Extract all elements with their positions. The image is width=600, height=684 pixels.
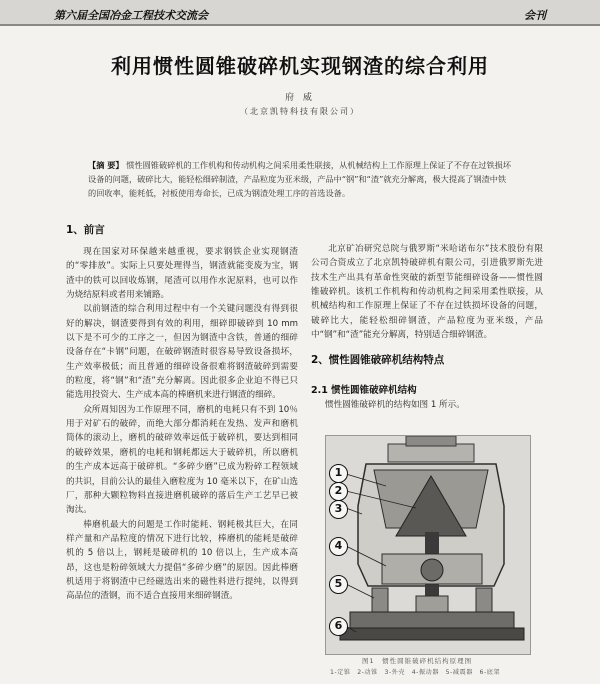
section-2-1-text-block [325, 398, 545, 412]
section-1-paragraph-2: 以前钢渣的综合利用过程中有一个关键问题没有得到很好的解决，钢渣要得到有效的利用，细碎即破碎到 10 mm 以下是不可少的工序之一，但因为钢渣中含铁，普通的细碎设备存在“卡钢”问题，在破碎钢渣时很容易导致设备损坏，生产效率极低；而且普通的细碎设备很难将钢渣破碎到需要的粒度，将“钢”和“渣”充分解离。因此很多企业迫不得已只能选用投资大、生产成本高的棒磨机来进行钢渣的细碎。 [66, 304, 298, 401]
abstract-label: 【摘 要】 [88, 160, 124, 170]
abstract [88, 158, 514, 200]
article-author: 府 威 [285, 93, 315, 103]
section-1-paragraph-3: 众所周知因为工作原理不同，磨机的电耗只有不到 10％用于对矿石的破碎，而绝大部分都消耗在发热、发声和磨机筒体的滚动上，磨机的破碎效率远低于破碎机，要达到相同的破碎效果，磨机的电耗和钢耗都远大于破碎机，所以磨机的生产成本远高于破碎机。“多碎少磨”已成为粉碎工程领域的共识，目前公认的最佳入磨粒度为 10 毫米以下，在矿山选厂，那种大颗粒物料直接进磨机破碎的落后生产工艺早已被淘汰。 [66, 404, 298, 516]
journal-name: 第六届全国冶金工程技术交流会 [54, 9, 208, 22]
figure-label-6: 6 [329, 617, 348, 636]
article-title: 利用惯性圆锥破碎机实现钢渣的综合利用 [111, 54, 489, 78]
section-2-1-text: 惯性圆锥破碎机的结构如图 1 所示。 [325, 400, 465, 410]
right-column-intro [311, 242, 543, 342]
left-column [66, 245, 298, 604]
right-paragraph-1: 北京矿冶研究总院与俄罗斯“米哈诺布尔”技术股份有限公司合资成立了北京凯特破碎机有限公司，引进俄罗斯先进技术生产出具有革命性突破的新型节能细碎设备——惯性圆锥破碎机。该机工作机构和传动机构之间采用柔性联接，从机械结构和工作原理上保证了不存在过铁损坏设备的问题，破碎比大，能轻松细碎钢渣，产品粒度为亚米级，产品中“钢”和“渣”能充分解离，特别适合细碎钢渣。 [311, 244, 543, 341]
section-1-heading: 1、前言 [66, 224, 105, 236]
article-affiliation: （北京凯特科技有限公司） [240, 107, 360, 116]
figure-label-1: 1 [329, 464, 348, 483]
figure-label-2: 2 [329, 482, 348, 501]
figure-caption: 图1 惯性圆锥破碎机结构原理图 [362, 657, 473, 665]
section-1-paragraph-1: 现在国家对环保越来越重视，要求钢铁企业实现钢渣的“零排放”。实际上只要处理得当，钢渣就能变废为宝，钢渣中的铁可以回收炼钢，尾渣可以用作水泥原料，也可以作为烧结原料或者用来铺路。 [66, 247, 298, 301]
journal-badge: 会刊 [524, 9, 546, 22]
abstract-text: 惯性圆锥破碎机的工作机构和传动机构之间采用柔性联接，从机械结构上工作原理上保证了不存在过铁损坏设备的问题，破碎比大，能轻松细碎制渣，产品粒度为亚米级，产品中“钢”和“渣”就充分解离，极大提高了钢渣中铁的回收率，能耗低，衬板使用寿命长，已成为钢渣处理工序的首选设备。 [88, 160, 512, 198]
figure-legend: 1-定锥 2-动锥 3-外壳 4-振动器 5-减震器 6-底架 [330, 669, 501, 676]
figure-label-3: 3 [329, 500, 348, 519]
figure-label-4: 4 [329, 537, 348, 556]
section-1-paragraph-4: 棒磨机最大的问题是工作时能耗、钢耗极其巨大，在同样产量和产品粒度的情况下进行比较，棒磨机的能耗是破碎机的 5 倍以上，钢耗是破碎机的 10 倍以上，生产成本高昂，这也是粉碎领域大力提倡“多碎少磨”的原因。因此棒磨机适用于将钢渣中已经磁选出来的磁性料进行提纯，以得到高品位的渣钢，而不适合直接用来细碎钢渣。 [66, 519, 298, 602]
figure-label-5: 5 [329, 575, 348, 594]
crusher-drawing [326, 436, 531, 655]
crusher-figure [325, 435, 531, 655]
section-2-heading: 2、惯性圆锥破碎机结构特点 [311, 354, 445, 366]
section-2-1-heading: 2.1 惯性圆锥破碎机结构 [311, 385, 417, 396]
journal-header-bar [0, 0, 600, 26]
